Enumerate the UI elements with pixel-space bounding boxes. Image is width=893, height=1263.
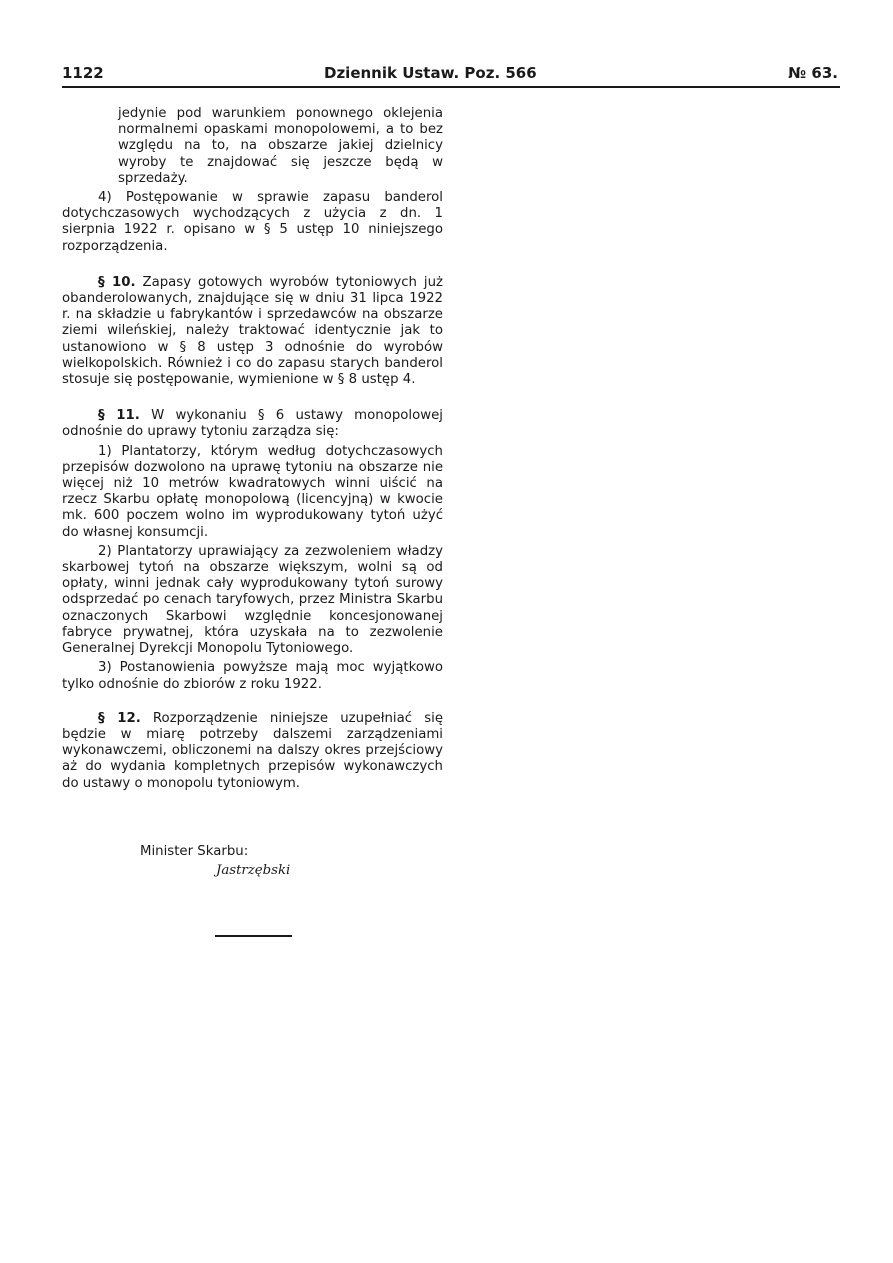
section-12-label: § 12.	[98, 710, 141, 726]
section-11-point-2: 2) Plantatorzy uprawiający za zezwoleniem władzy skarbowej tytoń na obszarze większym, wolni są od opłaty, winni jednak cały wyprodukowany tytoń surowy odsprzedać po cenach taryfowych, przez Ministra Skarbu oznaczonych Skarbowi względnie koncesjonowanej fabryce prywatnej, która uzyskała na to zezwolenie Generalnej Dyrekcji Monopolu Tytoniowego.	[62, 543, 443, 657]
publication-title: Dziennik Ustaw. Poz. 566	[324, 64, 537, 82]
section-11-label: § 11.	[98, 408, 140, 424]
signature-block	[140, 842, 290, 880]
section-11-point-3: 3) Postanowienia powyższe mają moc wyjątkowo tylko odnośnie do zbiorów z roku 1922.	[62, 660, 443, 692]
section-11-text: W wykonaniu § 6 ustawy monopolowej odnośnie do uprawy tytoniu zarządza się:	[62, 408, 443, 440]
closing-rule	[215, 935, 292, 937]
signatory-role: Minister Skarbu:	[140, 844, 249, 859]
continuation-paragraph: jedynie pod warunkiem ponownego oklejenia normalnemi opaskami monopolowemi, a to bez względu na to, na obszarze jakiej dzielnicy wyroby te znajdować się jeszcze będą w sprzedaży.	[118, 106, 443, 186]
point-4-paragraph: 4) Postępowanie w sprawie zapasu banderol dotychczasowych wychodzących z użycia z dn. 1 sierpnia 1922 r. opisano w § 5 ustęp 10 niniejszego rozporządzenia.	[62, 190, 443, 254]
signatory-name: Jastrzębski	[216, 863, 291, 878]
header-rule	[62, 86, 840, 88]
page-number: 1122	[62, 64, 104, 82]
section-12-paragraph	[62, 711, 443, 792]
section-10-label: § 10.	[98, 274, 136, 290]
section-12-text: Rozporządzenie niniejsze uzupełniać się będzie w miarę potrzeby dalszemi zarządzeniami wykonawczemi, obliczonemi na dalszy okres przejściowy aż do wydania kompletnych przepisów wykonawczych do ustawy o monopolu tytoniowym.	[62, 710, 444, 791]
section-10-text: Zapasy gotowych wyrobów tytoniowych już obanderolowanych, znajdujące się w dniu 31 lipca 1922 r. na składzie u fabrykantów i sprzedawców na obszarze ziemi wileńskiej, należy traktować identycznie jak to ustanowiono w § 8 ustęp 3 odnośnie do wyrobów wielkopolskich. Również i co do zapasu starych banderol stosuje się postępowanie, wymienione w § 8 ustęp 4.	[62, 274, 443, 388]
text-column	[62, 106, 443, 792]
section-10-paragraph	[62, 275, 443, 388]
section-11-point-1: 1) Plantatorzy, którym według dotychczasowych przepisów dozwolono na uprawę tytoniu na obszarze nie więcej niż 10 metrów kwadratowych winni uiścić na rzecz Skarbu opłatę monopolową (licencyjną) w kwocie mk. 600 poczem wolno im wyprodukowany tytoń użyć do własnej konsumcji.	[62, 443, 443, 540]
page-header	[62, 64, 838, 84]
issue-number: № 63.	[788, 64, 838, 82]
section-11-paragraph	[62, 408, 443, 440]
